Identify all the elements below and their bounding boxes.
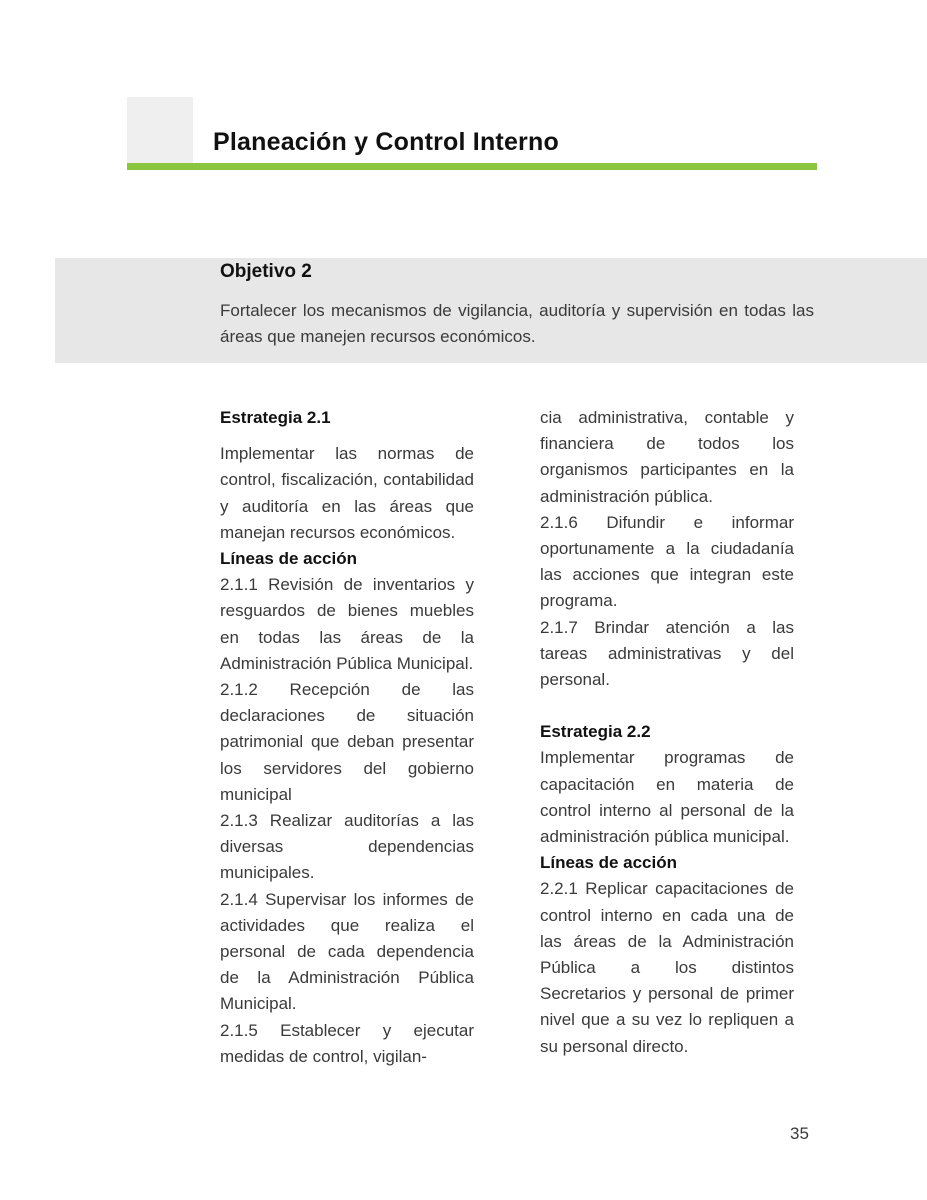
actions-title-2-2: Líneas de acción xyxy=(540,853,677,873)
actions-title-2-1: Líneas de acción xyxy=(220,549,357,569)
header-accent-bar xyxy=(127,163,817,170)
action-item-2-2-1: 2.2.1 Replicar capacitaciones de control interno en cada una de las áreas de la Administración Pública a los distintos Secretarios y personal de primer nivel que a su vez lo repliquen a su personal directo. xyxy=(540,879,794,1056)
right-column xyxy=(540,405,794,1060)
objective-title: Objetivo 2 xyxy=(220,261,312,282)
strategy-2-2-text: Implementar programas de capacitación en materia de control interno al personal de la administración pública municipal. xyxy=(540,748,794,847)
action-item-2-1-5-continuation: cia administrativa, contable y financiera de todos los organismos participantes en la administración pública. xyxy=(540,408,794,506)
page-title: Planeación y Control Interno xyxy=(213,128,559,156)
action-item-2-1-2: 2.1.2 Recepción de las declaraciones de situación patrimonial que deban presentar los servidores del gobierno municipal xyxy=(220,680,474,804)
action-item-2-1-6: 2.1.6 Difundir e informar oportunamente a la ciudadanía las acciones que integran este programa. xyxy=(540,512,794,611)
page-number: 35 xyxy=(790,1124,809,1143)
action-item-2-1-7: 2.1.7 Brindar atención a las tareas administrativas y del personal. xyxy=(540,617,794,690)
action-item-2-1-3: 2.1.3 Realizar auditorías a las diversas dependencias municipales. xyxy=(220,811,474,883)
header-decor-square xyxy=(127,97,193,164)
section-spacer xyxy=(540,693,794,719)
strategy-2-1-title: Estrategia 2.1 xyxy=(220,408,331,427)
strategy-2-1-text: Implementar las normas de control, fiscalización, contabilidad y auditoría en las áreas que manejan recursos económicos. xyxy=(220,444,474,542)
left-column xyxy=(220,405,474,1070)
action-item-2-1-1: 2.1.1 Revisión de inventarios y resguardos de bienes muebles en todas las áreas de la Administración Pública Municipal. xyxy=(220,575,474,673)
action-item-2-1-5: 2.1.5 Establecer y ejecutar medidas de control, vigilan- xyxy=(220,1020,474,1066)
action-item-2-1-4: 2.1.4 Supervisar los informes de actividades que realiza el personal de cada dependencia de la Administración Pública Municipal. xyxy=(220,889,474,1014)
strategy-2-2-title: Estrategia 2.2 xyxy=(540,722,651,742)
objective-text: Fortalecer los mecanismos de vigilancia, auditoría y supervisión en todas las áreas que manejen recursos económicos. xyxy=(220,301,814,346)
